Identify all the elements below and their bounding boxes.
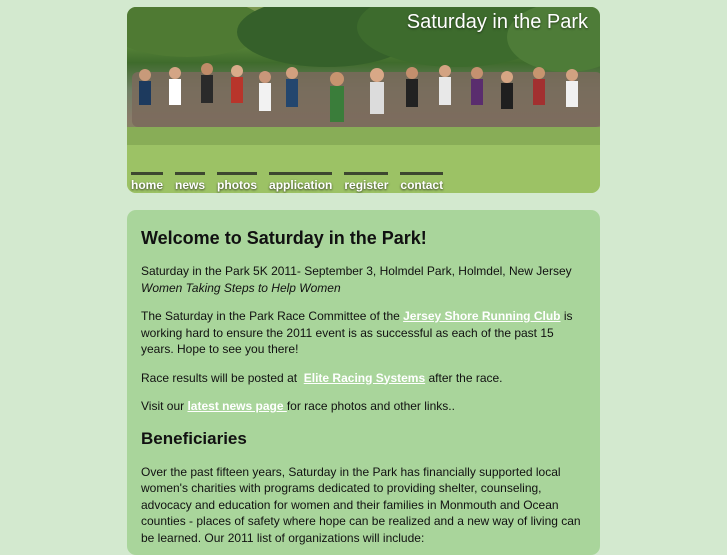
event-info bbox=[141, 263, 586, 296]
visit-text-after: for race photos and other links.. bbox=[286, 399, 455, 413]
news-page-link[interactable]: latest news page bbox=[187, 399, 287, 413]
results-paragraph bbox=[141, 370, 586, 387]
header-banner bbox=[127, 7, 600, 193]
nav-application[interactable]: application bbox=[269, 172, 332, 192]
main-content bbox=[127, 210, 600, 555]
tagline: Women Taking Steps to Help Women bbox=[141, 280, 341, 295]
runners-photo bbox=[127, 7, 600, 193]
nav-register[interactable]: register bbox=[344, 172, 388, 192]
committee-paragraph bbox=[141, 308, 586, 358]
event-line: Saturday in the Park 5K 2011- September 3, Holmdel Park, Holmdel, New Jersey bbox=[141, 264, 572, 278]
page-title: Welcome to Saturday in the Park! bbox=[141, 228, 427, 248]
committee-text-before: The Saturday in the Park Race Committee of the bbox=[141, 309, 404, 323]
results-text-after: after the race. bbox=[425, 370, 503, 385]
elite-racing-link[interactable]: Elite Racing Systems bbox=[303, 370, 426, 385]
nav-contact[interactable]: contact bbox=[400, 172, 443, 192]
committee-text-after: is working hard to ensure the 2011 event is as successful as each of the past 15 years. Hope to see you there! bbox=[141, 309, 573, 356]
jsrc-link[interactable]: Jersey Shore Running Club bbox=[403, 309, 561, 323]
beneficiaries-heading: Beneficiaries bbox=[141, 428, 247, 448]
nav-photos[interactable]: photos bbox=[217, 172, 257, 192]
visit-text-before: Visit our bbox=[141, 399, 188, 413]
beneficiaries-text: Over the past fifteen years, Saturday in the Park has financially supported local women's charities with programs dedicated to providing shelter, counseling, advocacy and education for women and their families in Monmouth and Ocean counties - places of safety where hope can be realized and a new way of living can be learned. Our 2011 list of organizations will include: bbox=[141, 464, 581, 545]
main-nav bbox=[131, 172, 455, 192]
results-text-before: Race results will be posted at bbox=[141, 370, 304, 385]
visit-paragraph bbox=[141, 398, 586, 415]
nav-home[interactable]: home bbox=[131, 172, 163, 192]
site-title: Saturday in the Park bbox=[406, 11, 588, 33]
nav-news[interactable]: news bbox=[175, 172, 205, 192]
